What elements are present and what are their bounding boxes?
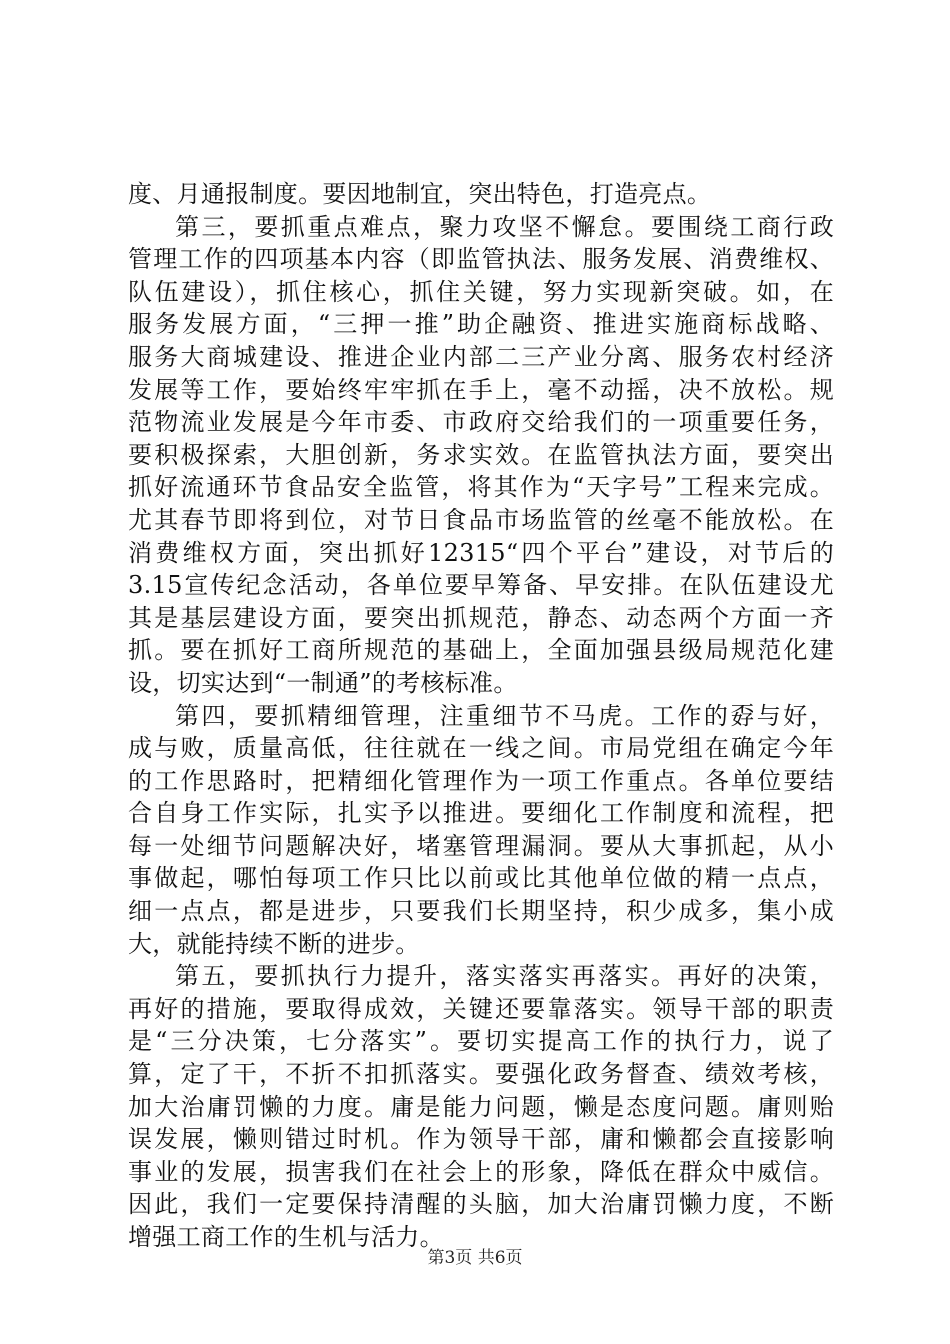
text-line: 的工作思路时，把精细化管理作为一项工作重点。各单位要结 xyxy=(128,766,834,795)
text-line: 管理工作的四项基本内容（即监管执法、服务发展、消费维权、 xyxy=(128,245,834,274)
text-line: 抓。要在抓好工商所规范的基础上，全面加强县级局规范化建 xyxy=(128,636,834,665)
text-line: 大，就能持续不断的进步。 xyxy=(128,929,420,958)
text-line: 服务发展方面，“三押一推”助企融资、推进实施商标战略、 xyxy=(128,310,834,339)
text-line: 成与败，质量高低，往往就在一线之间。市局党组在确定今年 xyxy=(128,734,834,763)
text-line: 算，定了干，不折不扣抓落实。要强化政务督查、绩效考核， xyxy=(128,1060,834,1089)
text-line: 抓好流通环节食品安全监管，将其作为“天字号”工程来完成。 xyxy=(128,473,834,502)
text-line: 每一处细节问题解决好，堵塞管理漏洞。要从大事抓起，从小 xyxy=(128,831,834,860)
text-line: 加大治庸罚懒的力度。庸是能力问题，懒是态度问题。庸则贻 xyxy=(128,1092,834,1121)
text-line: 范物流业发展是今年市委、市政府交给我们的一项重要任务， xyxy=(128,408,834,437)
text-line: 是“三分决策，七分落实”。要切实提高工作的执行力，说了 xyxy=(128,1027,834,1056)
text-line: 第四，要抓精细管理，注重细节不马虎。工作的孬与好， xyxy=(175,701,834,730)
text-line: 发展等工作，要始终牢牢抓在手上，毫不动摇，决不放松。规 xyxy=(128,375,834,404)
text-line: 其是基层建设方面，要突出抓规范，静态、动态两个方面一齐 xyxy=(128,603,834,632)
text-line: 误发展，懒则错过时机。作为领导干部，庸和懒都会直接影响 xyxy=(128,1125,834,1154)
text-line: 第三，要抓重点难点，聚力攻坚不懈怠。要围绕工商行政 xyxy=(175,212,834,241)
text-line: 队伍建设），抓住核心，抓住关键，努力实现新突破。如，在 xyxy=(128,277,834,306)
text-line: 因此，我们一定要保持清醒的头脑，加大治庸罚懒力度，不断 xyxy=(128,1190,834,1219)
text-line: 度、月通报制度。要因地制宜，突出特色，打造亮点。 xyxy=(128,180,712,208)
text-line: 事做起，哪怕每项工作只比以前或比其他单位做的精一点点， xyxy=(128,864,834,893)
page-footer: 第3页 共6页 xyxy=(427,1248,523,1268)
text-line: 尤其春节即将到位，对节日食品市场监管的丝毫不能放松。在 xyxy=(128,505,834,534)
document-body xyxy=(128,178,834,1254)
text-line: 合自身工作实际，扎实予以推进。要细化工作制度和流程，把 xyxy=(128,799,834,828)
text-line: 增强工商工作的生机与活力。 xyxy=(128,1223,444,1251)
text-line: 要积极探索，大胆创新，务求实效。在监管执法方面，要突出 xyxy=(128,440,834,469)
text-line: 服务大商城建设、推进企业内部二三产业分离、服务农村经济 xyxy=(128,342,834,371)
text-line: 第五，要抓执行力提升，落实落实再落实。再好的决策， xyxy=(175,962,834,991)
text-line: 消费维权方面，突出抓好12315“四个平台”建设，对节后的 xyxy=(128,538,834,567)
text-line: 设，切实达到“一制通”的考核标准。 xyxy=(128,668,518,697)
text-line: 3.15宣传纪念活动，各单位要早筹备、早安排。在队伍建设尤 xyxy=(128,571,834,600)
text-line: 事业的发展，损害我们在社会上的形象，降低在群众中威信。 xyxy=(128,1157,834,1186)
text-line: 再好的措施，要取得成效，关键还要靠落实。领导干部的职责 xyxy=(128,994,834,1023)
text-line: 细一点点，都是进步，只要我们长期坚持，积少成多，集小成 xyxy=(128,897,834,926)
